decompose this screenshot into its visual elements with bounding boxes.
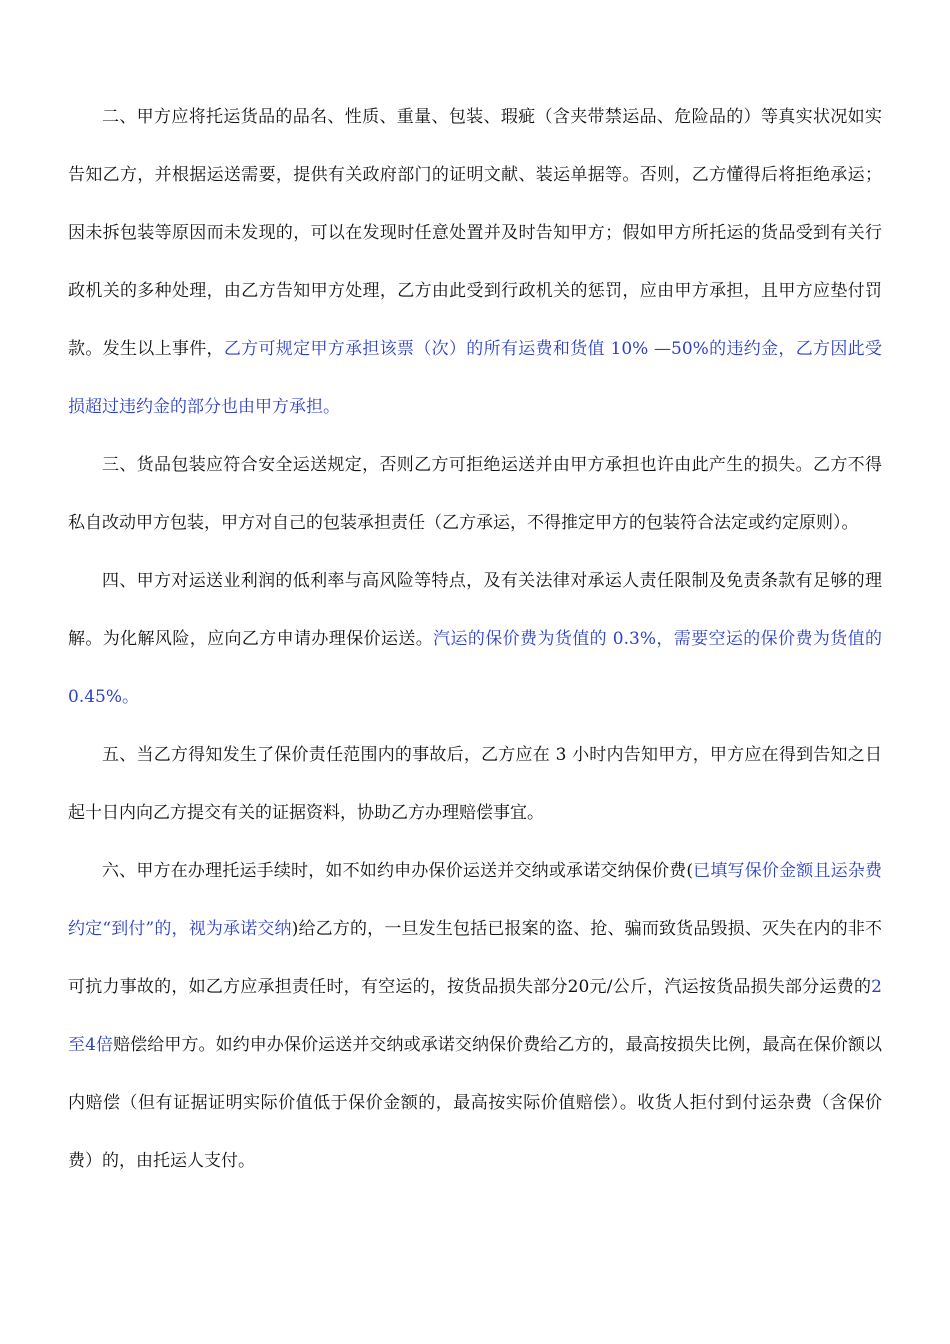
clause-2-text: 二、甲方应将托运货品的品名、性质、重量、包装、瑕疵（含夹带禁运品、危险品的）等真实状况如实告知乙方，并根据运送需要，提供有关政府部门的证明文献、装运单据等。否则，乙方懂得后将拒绝承运；因未拆包装等原因而未发现的，可以在发现时任意处置并及时告知甲方；假如甲方所托运的货品受到有关行政机关的多种处理，由乙方告知甲方处理，乙方由此受到行政机关的惩罚，应由甲方承担，且甲方应垫付罚款。发生以上事件，: [68, 107, 882, 359]
clause-5: [68, 726, 882, 842]
clause-3-text: 三、货品包装应符合安全运送规定，否则乙方可拒绝运送并由甲方承担也许由此产生的损失。乙方不得私自改动甲方包装，甲方对自己的包装承担责任（乙方承运，不得推定甲方的包装符合法定或约定原则）。: [68, 455, 882, 533]
clause-2-highlight: 乙方可规定甲方承担该票（次）的所有运费和货值 10% —50%的违约金，乙方因此受损超过违约金的部分也由甲方承担。: [68, 339, 882, 417]
clause-4-highlight: 汽运的保价费为货值的 0.3%，需要空运的保价费为货值的 0.45%。: [68, 629, 883, 707]
clause-6-text-a: 六、甲方在办理托运手续时，如不如约申办保价运送并交纳或承诺交纳保价费(: [102, 861, 693, 881]
clause-4-text: 四、甲方对运送业利润的低利率与高风险等特点，及有关法律对承运人责任限制及免责条款有足够的理解。为化解风险，应向乙方申请办理保价运送。: [68, 571, 882, 649]
clause-3: [68, 436, 882, 552]
document-body: [68, 88, 882, 1190]
clause-6-highlight-b: 2至4倍: [68, 977, 882, 1055]
clause-6-highlight-a: 已填写保价金额且运杂费约定“到付”的，视为承诺交纳: [68, 861, 882, 939]
clause-2: [68, 88, 882, 436]
clause-6-text-b: )给乙方的，一旦发生包括已报案的盗、抢、骗而致货品毁损、灭失在内的非不可抗力事故的，如乙方应承担责任时，有空运的，按货品损失部分20元/公斤，汽运按货品损失部分运费的: [68, 919, 882, 997]
clause-5-text: 五、当乙方得知发生了保价责任范围内的事故后，乙方应在 3 小时内告知甲方，甲方应在得到告知之日起十日内向乙方提交有关的证据资料，协助乙方办理赔偿事宜。: [68, 745, 882, 823]
clause-4: [68, 552, 882, 726]
clause-6: [68, 842, 882, 1190]
clause-6-text-c: 赔偿给甲方。如约申办保价运送并交纳或承诺交纳保价费给乙方的，最高按损失比例，最高在保价额以内赔偿（但有证据证明实际价值低于保价金额的，最高按实际价值赔偿）。收货人拒付到付运杂费（含保价费）的，由托运人支付。: [68, 1035, 882, 1171]
